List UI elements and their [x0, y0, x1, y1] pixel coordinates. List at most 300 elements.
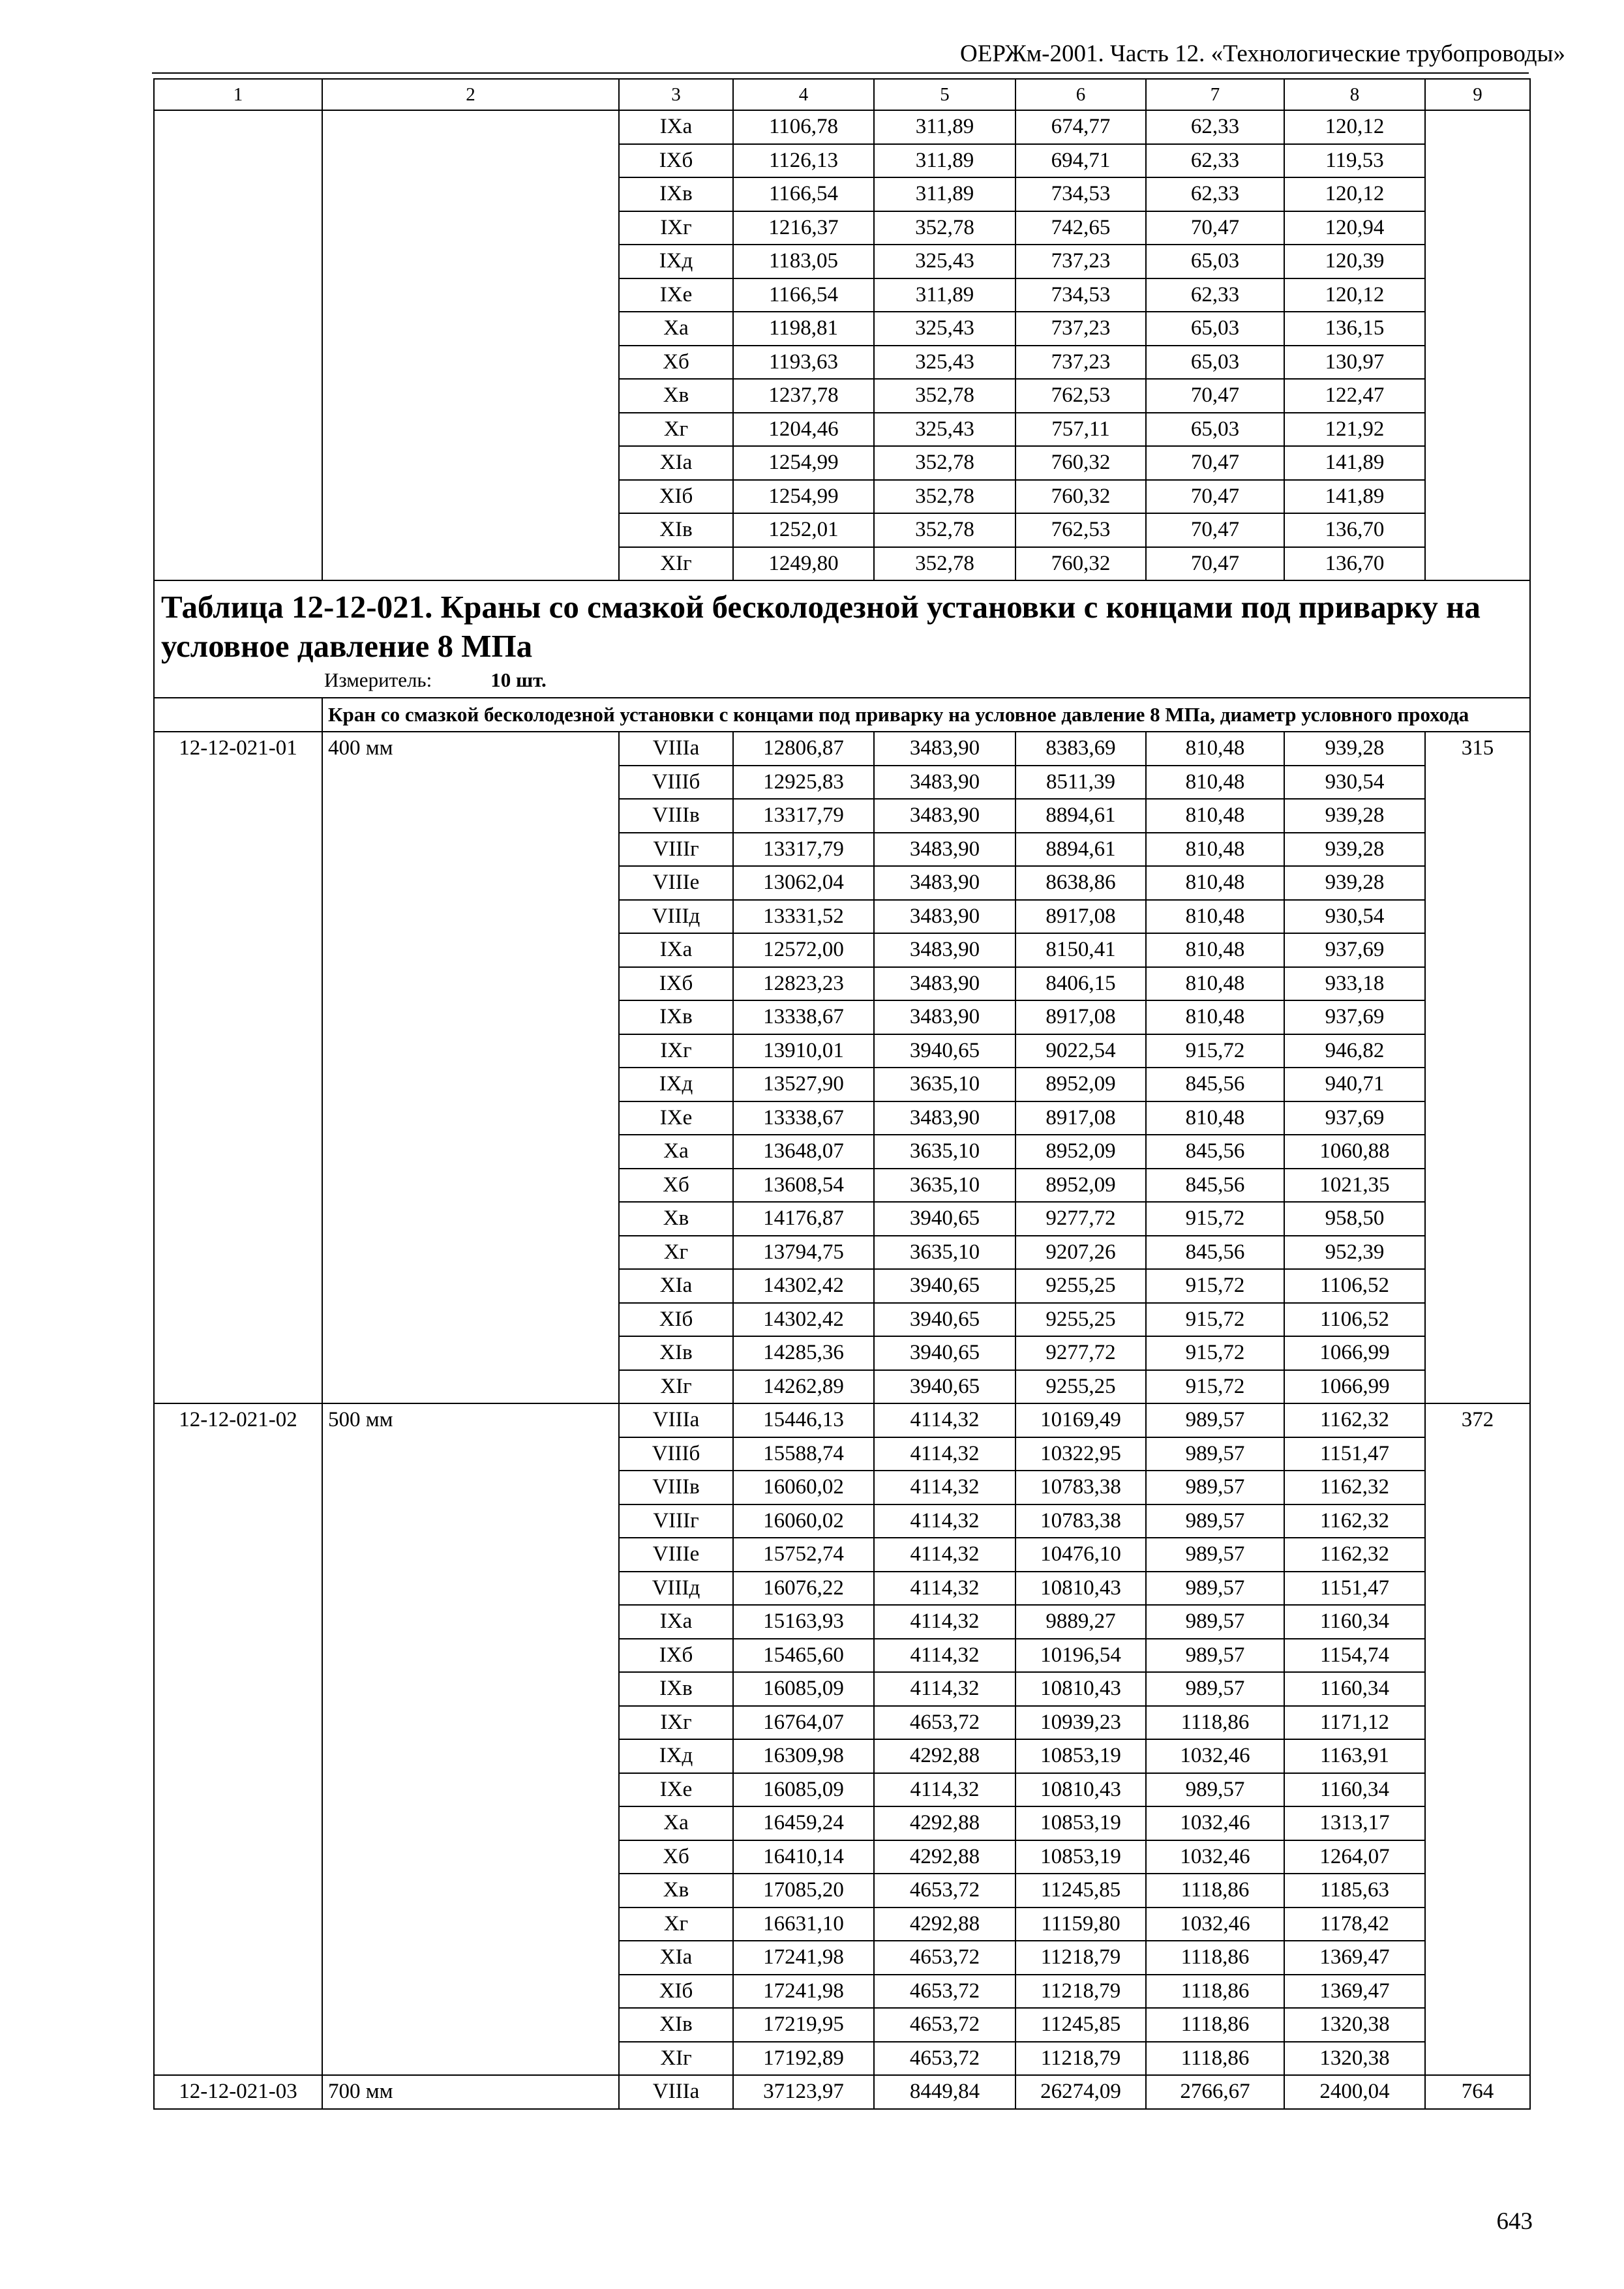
- mark-cell: IXд: [619, 245, 733, 278]
- materials-cell: 120,12: [1284, 177, 1425, 211]
- wages-cell: 4292,88: [874, 1840, 1015, 1874]
- total-cell: 13338,67: [733, 1000, 874, 1034]
- materials-cell: 1106,52: [1284, 1303, 1425, 1337]
- wages-cell: 311,89: [874, 144, 1015, 178]
- wages-cell: 325,43: [874, 413, 1015, 447]
- machine-wages-cell: 989,57: [1146, 1403, 1284, 1437]
- total-cell: 1204,46: [733, 413, 874, 447]
- wages-cell: 325,43: [874, 346, 1015, 380]
- machine-wages-cell: 845,56: [1146, 1236, 1284, 1270]
- wages-cell: 352,78: [874, 547, 1015, 581]
- total-cell: 15163,93: [733, 1605, 874, 1639]
- mark-cell: VIIIе: [619, 866, 733, 900]
- mark-cell: VIIIа: [619, 1403, 733, 1437]
- machines-cell: 11245,85: [1015, 1874, 1146, 1908]
- wages-cell: 4114,32: [874, 1538, 1015, 1572]
- mark-cell: IXд: [619, 1739, 733, 1773]
- wages-cell: 3635,10: [874, 1169, 1015, 1203]
- materials-cell: 1160,34: [1284, 1672, 1425, 1706]
- total-cell: 17241,98: [733, 1941, 874, 1975]
- total-cell: 1254,99: [733, 446, 874, 480]
- materials-cell: 939,28: [1284, 732, 1425, 766]
- total-cell: 1216,37: [733, 211, 874, 245]
- machines-cell: 9255,25: [1015, 1303, 1146, 1337]
- wages-cell: 3483,90: [874, 1000, 1015, 1034]
- materials-cell: 1162,32: [1284, 1403, 1425, 1437]
- total-cell: 1183,05: [733, 245, 874, 278]
- machines-cell: 26274,09: [1015, 2075, 1146, 2109]
- mark-cell: VIIIа: [619, 732, 733, 766]
- machine-wages-cell: 989,57: [1146, 1437, 1284, 1471]
- total-cell: 12572,00: [733, 933, 874, 967]
- machines-cell: 10810,43: [1015, 1672, 1146, 1706]
- machines-cell: 8383,69: [1015, 732, 1146, 766]
- wages-cell: 4114,32: [874, 1504, 1015, 1538]
- machine-wages-cell: 65,03: [1146, 245, 1284, 278]
- column-number: 6: [1015, 79, 1146, 110]
- wages-cell: 3483,90: [874, 967, 1015, 1001]
- machine-wages-cell: 989,57: [1146, 1504, 1284, 1538]
- wages-cell: 4292,88: [874, 1806, 1015, 1840]
- machine-wages-cell: 989,57: [1146, 1672, 1284, 1706]
- materials-cell: 1320,38: [1284, 2008, 1425, 2042]
- mark-cell: IXг: [619, 1034, 733, 1068]
- mark-cell: VIIIд: [619, 1572, 733, 1606]
- description-blank-cell: [154, 698, 322, 732]
- wages-cell: 3483,90: [874, 799, 1015, 833]
- code-cell: 12-12-021-01: [154, 732, 322, 1403]
- table-row: [154, 2075, 1530, 2109]
- mark-cell: IXб: [619, 144, 733, 178]
- wages-cell: 4114,32: [874, 1605, 1015, 1639]
- table-row: [154, 110, 1530, 144]
- materials-cell: 946,82: [1284, 1034, 1425, 1068]
- total-cell: 14176,87: [733, 1202, 874, 1236]
- materials-cell: 939,28: [1284, 833, 1425, 867]
- materials-cell: 958,50: [1284, 1202, 1425, 1236]
- wages-cell: 4114,32: [874, 1403, 1015, 1437]
- wages-cell: 4292,88: [874, 1739, 1015, 1773]
- total-cell: 15752,74: [733, 1538, 874, 1572]
- wages-cell: 4114,32: [874, 1672, 1015, 1706]
- machine-wages-cell: 810,48: [1146, 833, 1284, 867]
- mark-cell: VIIIб: [619, 766, 733, 800]
- machines-cell: 8952,09: [1015, 1169, 1146, 1203]
- total-cell: 17085,20: [733, 1874, 874, 1908]
- wages-cell: 3483,90: [874, 833, 1015, 867]
- machine-wages-cell: 989,57: [1146, 1471, 1284, 1504]
- description: Кран со смазкой бесколодезной установки с концами под приварку на условное давление 8 МПа, диаметр условного прохода: [322, 698, 1530, 732]
- machine-wages-cell: 810,48: [1146, 1000, 1284, 1034]
- mark-cell: XIг: [619, 2042, 733, 2076]
- materials-cell: 136,70: [1284, 513, 1425, 547]
- total-cell: 1252,01: [733, 513, 874, 547]
- total-cell: 14302,42: [733, 1303, 874, 1337]
- machines-cell: 10810,43: [1015, 1773, 1146, 1807]
- machines-cell: 760,32: [1015, 547, 1146, 581]
- machines-cell: 762,53: [1015, 513, 1146, 547]
- machines-cell: 762,53: [1015, 379, 1146, 413]
- materials-cell: 940,71: [1284, 1068, 1425, 1101]
- total-cell: 1166,54: [733, 177, 874, 211]
- mark-cell: IXб: [619, 1639, 733, 1673]
- machine-wages-cell: 810,48: [1146, 732, 1284, 766]
- machine-wages-cell: 62,33: [1146, 144, 1284, 178]
- materials-cell: 1162,32: [1284, 1538, 1425, 1572]
- measure-line: [161, 666, 1523, 695]
- mark-cell: IXд: [619, 1068, 733, 1101]
- total-cell: 16085,09: [733, 1672, 874, 1706]
- wages-cell: 4653,72: [874, 2008, 1015, 2042]
- total-cell: 13608,54: [733, 1169, 874, 1203]
- materials-cell: 1021,35: [1284, 1169, 1425, 1203]
- materials-cell: 1171,12: [1284, 1706, 1425, 1740]
- mark-cell: IXб: [619, 967, 733, 1001]
- materials-cell: 120,94: [1284, 211, 1425, 245]
- total-cell: 13910,01: [733, 1034, 874, 1068]
- machines-cell: 8894,61: [1015, 799, 1146, 833]
- rates-table: [153, 78, 1531, 2110]
- wages-cell: 3940,65: [874, 1336, 1015, 1370]
- machines-cell: 10322,95: [1015, 1437, 1146, 1471]
- mark-cell: XIг: [619, 547, 733, 581]
- machine-wages-cell: 65,03: [1146, 346, 1284, 380]
- machine-wages-cell: 65,03: [1146, 312, 1284, 346]
- note-cell: 764: [1425, 2075, 1530, 2109]
- machines-cell: 10853,19: [1015, 1840, 1146, 1874]
- wages-cell: 3635,10: [874, 1135, 1015, 1169]
- table-row: [154, 1403, 1530, 1437]
- wages-cell: 352,78: [874, 379, 1015, 413]
- machine-wages-cell: 845,56: [1146, 1169, 1284, 1203]
- mark-cell: Xа: [619, 312, 733, 346]
- column-number: 1: [154, 79, 322, 110]
- total-cell: 1249,80: [733, 547, 874, 581]
- mark-cell: VIIIе: [619, 1538, 733, 1572]
- machine-wages-cell: 70,47: [1146, 513, 1284, 547]
- mark-cell: Xв: [619, 379, 733, 413]
- machine-wages-cell: 1032,46: [1146, 1806, 1284, 1840]
- diameter-cell: [322, 110, 619, 580]
- code-cell: [154, 110, 322, 580]
- mark-cell: XIб: [619, 1975, 733, 2009]
- total-cell: 1106,78: [733, 110, 874, 144]
- total-cell: 37123,97: [733, 2075, 874, 2109]
- total-cell: 15446,13: [733, 1403, 874, 1437]
- wages-cell: 352,78: [874, 446, 1015, 480]
- wages-cell: 4114,32: [874, 1639, 1015, 1673]
- mark-cell: XIб: [619, 480, 733, 514]
- total-cell: 16764,07: [733, 1706, 874, 1740]
- machines-cell: 8638,86: [1015, 866, 1146, 900]
- machines-cell: 11245,85: [1015, 2008, 1146, 2042]
- wages-cell: 4114,32: [874, 1773, 1015, 1807]
- machine-wages-cell: 989,57: [1146, 1639, 1284, 1673]
- column-number: 4: [733, 79, 874, 110]
- machine-wages-cell: 1118,86: [1146, 1706, 1284, 1740]
- mark-cell: IXа: [619, 1605, 733, 1639]
- total-cell: 16459,24: [733, 1806, 874, 1840]
- machine-wages-cell: 70,47: [1146, 379, 1284, 413]
- machines-cell: 8511,39: [1015, 766, 1146, 800]
- materials-cell: 1160,34: [1284, 1773, 1425, 1807]
- wages-cell: 3940,65: [874, 1303, 1015, 1337]
- mark-cell: IXа: [619, 933, 733, 967]
- machines-cell: 10476,10: [1015, 1538, 1146, 1572]
- total-cell: 13331,52: [733, 900, 874, 934]
- rates-table-body: [154, 79, 1530, 2109]
- wages-cell: 4292,88: [874, 1908, 1015, 1941]
- materials-cell: 933,18: [1284, 967, 1425, 1001]
- materials-cell: 1178,42: [1284, 1908, 1425, 1941]
- machines-cell: 9889,27: [1015, 1605, 1146, 1639]
- code-cell: 12-12-021-02: [154, 1403, 322, 2075]
- machine-wages-cell: 1118,86: [1146, 2008, 1284, 2042]
- wages-cell: 3483,90: [874, 900, 1015, 934]
- wages-cell: 3483,90: [874, 732, 1015, 766]
- total-cell: 16309,98: [733, 1739, 874, 1773]
- wages-cell: 4653,72: [874, 1706, 1015, 1740]
- materials-cell: 119,53: [1284, 144, 1425, 178]
- machine-wages-cell: 989,57: [1146, 1773, 1284, 1807]
- mark-cell: IXг: [619, 1706, 733, 1740]
- mark-cell: Xа: [619, 1806, 733, 1840]
- mark-cell: XIв: [619, 1336, 733, 1370]
- wages-cell: 3635,10: [874, 1068, 1015, 1101]
- mark-cell: VIIIв: [619, 1471, 733, 1504]
- wages-cell: 352,78: [874, 480, 1015, 514]
- total-cell: 12823,23: [733, 967, 874, 1001]
- column-number: 3: [619, 79, 733, 110]
- materials-cell: 141,89: [1284, 446, 1425, 480]
- materials-cell: 1163,91: [1284, 1739, 1425, 1773]
- total-cell: 16076,22: [733, 1572, 874, 1606]
- total-cell: 1254,99: [733, 480, 874, 514]
- mark-cell: XIв: [619, 513, 733, 547]
- mark-cell: VIIIа: [619, 2075, 733, 2109]
- materials-cell: 1151,47: [1284, 1437, 1425, 1471]
- machines-cell: 9022,54: [1015, 1034, 1146, 1068]
- machines-cell: 734,53: [1015, 177, 1146, 211]
- materials-cell: 1162,32: [1284, 1471, 1425, 1504]
- machines-cell: 760,32: [1015, 480, 1146, 514]
- machine-wages-cell: 1118,86: [1146, 1941, 1284, 1975]
- wages-cell: 311,89: [874, 177, 1015, 211]
- mark-cell: IXе: [619, 278, 733, 312]
- machines-cell: 674,77: [1015, 110, 1146, 144]
- total-cell: 14302,42: [733, 1269, 874, 1303]
- machine-wages-cell: 1118,86: [1146, 1975, 1284, 2009]
- machine-wages-cell: 915,72: [1146, 1269, 1284, 1303]
- machine-wages-cell: 2766,67: [1146, 2075, 1284, 2109]
- mark-cell: VIIIб: [619, 1437, 733, 1471]
- total-cell: 16410,14: [733, 1840, 874, 1874]
- total-cell: 13527,90: [733, 1068, 874, 1101]
- mark-cell: VIIIд: [619, 900, 733, 934]
- materials-cell: 939,28: [1284, 866, 1425, 900]
- machine-wages-cell: 1118,86: [1146, 2042, 1284, 2076]
- machines-cell: 9277,72: [1015, 1336, 1146, 1370]
- measure-label: Измеритель:: [324, 668, 432, 691]
- materials-cell: 930,54: [1284, 766, 1425, 800]
- machines-cell: 8952,09: [1015, 1135, 1146, 1169]
- table-row: [154, 732, 1530, 766]
- machines-cell: 10169,49: [1015, 1403, 1146, 1437]
- materials-cell: 122,47: [1284, 379, 1425, 413]
- mark-cell: IXе: [619, 1101, 733, 1135]
- column-number: 5: [874, 79, 1015, 110]
- machines-cell: 9207,26: [1015, 1236, 1146, 1270]
- machines-cell: 742,65: [1015, 211, 1146, 245]
- page-number: 643: [1496, 2208, 1533, 2235]
- wages-cell: 3483,90: [874, 766, 1015, 800]
- materials-cell: 1066,99: [1284, 1370, 1425, 1404]
- materials-cell: 121,92: [1284, 413, 1425, 447]
- materials-cell: 1154,74: [1284, 1639, 1425, 1673]
- mark-cell: XIв: [619, 2008, 733, 2042]
- machine-wages-cell: 70,47: [1146, 547, 1284, 581]
- materials-cell: 120,39: [1284, 245, 1425, 278]
- wages-cell: 3940,65: [874, 1034, 1015, 1068]
- materials-cell: 930,54: [1284, 900, 1425, 934]
- machines-cell: 10853,19: [1015, 1739, 1146, 1773]
- wages-cell: 3483,90: [874, 866, 1015, 900]
- mark-cell: IXв: [619, 177, 733, 211]
- mark-cell: Xб: [619, 1169, 733, 1203]
- table-title: Таблица 12-12-021. Краны со смазкой бесколодезной установки с концами под приварку на условное давление 8 МПа: [161, 589, 1481, 664]
- materials-cell: 952,39: [1284, 1236, 1425, 1270]
- machines-cell: 8917,08: [1015, 1101, 1146, 1135]
- materials-cell: 1066,99: [1284, 1336, 1425, 1370]
- mark-cell: Xв: [619, 1202, 733, 1236]
- mark-cell: IXа: [619, 110, 733, 144]
- machines-cell: 9277,72: [1015, 1202, 1146, 1236]
- machines-cell: 734,53: [1015, 278, 1146, 312]
- wages-cell: 311,89: [874, 278, 1015, 312]
- machine-wages-cell: 989,57: [1146, 1572, 1284, 1606]
- materials-cell: 1160,34: [1284, 1605, 1425, 1639]
- machines-cell: 11159,80: [1015, 1908, 1146, 1941]
- wages-cell: 4653,72: [874, 1975, 1015, 2009]
- wages-cell: 4653,72: [874, 1941, 1015, 1975]
- mark-cell: IXе: [619, 1773, 733, 1807]
- column-number-row: [154, 79, 1530, 110]
- machine-wages-cell: 810,48: [1146, 933, 1284, 967]
- machines-cell: 10853,19: [1015, 1806, 1146, 1840]
- wages-cell: 4114,32: [874, 1437, 1015, 1471]
- mark-cell: Xб: [619, 1840, 733, 1874]
- machines-cell: 8150,41: [1015, 933, 1146, 967]
- total-cell: 15465,60: [733, 1639, 874, 1673]
- machine-wages-cell: 989,57: [1146, 1605, 1284, 1639]
- wages-cell: 3940,65: [874, 1202, 1015, 1236]
- column-number: 8: [1284, 79, 1425, 110]
- machines-cell: 10939,23: [1015, 1706, 1146, 1740]
- materials-cell: 1369,47: [1284, 1941, 1425, 1975]
- mark-cell: IXг: [619, 211, 733, 245]
- table-title-cell: [154, 580, 1530, 698]
- mark-cell: Xг: [619, 1908, 733, 1941]
- machines-cell: 10810,43: [1015, 1572, 1146, 1606]
- machine-wages-cell: 810,48: [1146, 866, 1284, 900]
- wages-cell: 3940,65: [874, 1269, 1015, 1303]
- column-number: 9: [1425, 79, 1530, 110]
- materials-cell: 136,15: [1284, 312, 1425, 346]
- machine-wages-cell: 915,72: [1146, 1034, 1284, 1068]
- machine-wages-cell: 915,72: [1146, 1370, 1284, 1404]
- mark-cell: IXв: [619, 1000, 733, 1034]
- total-cell: 13062,04: [733, 866, 874, 900]
- machine-wages-cell: 915,72: [1146, 1336, 1284, 1370]
- materials-cell: 937,69: [1284, 933, 1425, 967]
- total-cell: 1193,63: [733, 346, 874, 380]
- wages-cell: 4114,32: [874, 1471, 1015, 1504]
- materials-cell: 1313,17: [1284, 1806, 1425, 1840]
- machine-wages-cell: 1032,46: [1146, 1840, 1284, 1874]
- machine-wages-cell: 1118,86: [1146, 1874, 1284, 1908]
- wages-cell: 325,43: [874, 312, 1015, 346]
- total-cell: 13648,07: [733, 1135, 874, 1169]
- total-cell: 14262,89: [733, 1370, 874, 1404]
- note-cell: 315: [1425, 732, 1530, 1403]
- materials-cell: 1060,88: [1284, 1135, 1425, 1169]
- mark-cell: XIа: [619, 446, 733, 480]
- description-row: [154, 698, 1530, 732]
- note-cell: 372: [1425, 1403, 1530, 2075]
- wages-cell: 352,78: [874, 211, 1015, 245]
- mark-cell: XIг: [619, 1370, 733, 1404]
- machine-wages-cell: 70,47: [1146, 446, 1284, 480]
- materials-cell: 141,89: [1284, 480, 1425, 514]
- total-cell: 17219,95: [733, 2008, 874, 2042]
- machines-cell: 757,11: [1015, 413, 1146, 447]
- machines-cell: 760,32: [1015, 446, 1146, 480]
- header-rule: [152, 72, 1529, 74]
- total-cell: 1237,78: [733, 379, 874, 413]
- machine-wages-cell: 810,48: [1146, 1101, 1284, 1135]
- mark-cell: Xа: [619, 1135, 733, 1169]
- wages-cell: 8449,84: [874, 2075, 1015, 2109]
- materials-cell: 1185,63: [1284, 1874, 1425, 1908]
- column-number: 7: [1146, 79, 1284, 110]
- total-cell: 16085,09: [733, 1773, 874, 1807]
- machine-wages-cell: 989,57: [1146, 1538, 1284, 1572]
- materials-cell: 130,97: [1284, 346, 1425, 380]
- materials-cell: 120,12: [1284, 278, 1425, 312]
- materials-cell: 1162,32: [1284, 1504, 1425, 1538]
- total-cell: 16631,10: [733, 1908, 874, 1941]
- mark-cell: VIIIв: [619, 799, 733, 833]
- machine-wages-cell: 62,33: [1146, 278, 1284, 312]
- total-cell: 13317,79: [733, 799, 874, 833]
- machine-wages-cell: 62,33: [1146, 110, 1284, 144]
- machine-wages-cell: 915,72: [1146, 1303, 1284, 1337]
- wages-cell: 4653,72: [874, 2042, 1015, 2076]
- total-cell: 1198,81: [733, 312, 874, 346]
- total-cell: 15588,74: [733, 1437, 874, 1471]
- total-cell: 1126,13: [733, 144, 874, 178]
- machine-wages-cell: 845,56: [1146, 1135, 1284, 1169]
- machines-cell: 9255,25: [1015, 1370, 1146, 1404]
- diameter-cell: 500 мм: [322, 1403, 619, 2075]
- machine-wages-cell: 810,48: [1146, 967, 1284, 1001]
- machines-cell: 8406,15: [1015, 967, 1146, 1001]
- machine-wages-cell: 65,03: [1146, 413, 1284, 447]
- measure-value: 10 шт.: [490, 668, 547, 691]
- total-cell: 13338,67: [733, 1101, 874, 1135]
- total-cell: 13317,79: [733, 833, 874, 867]
- table-title-row: [154, 580, 1530, 698]
